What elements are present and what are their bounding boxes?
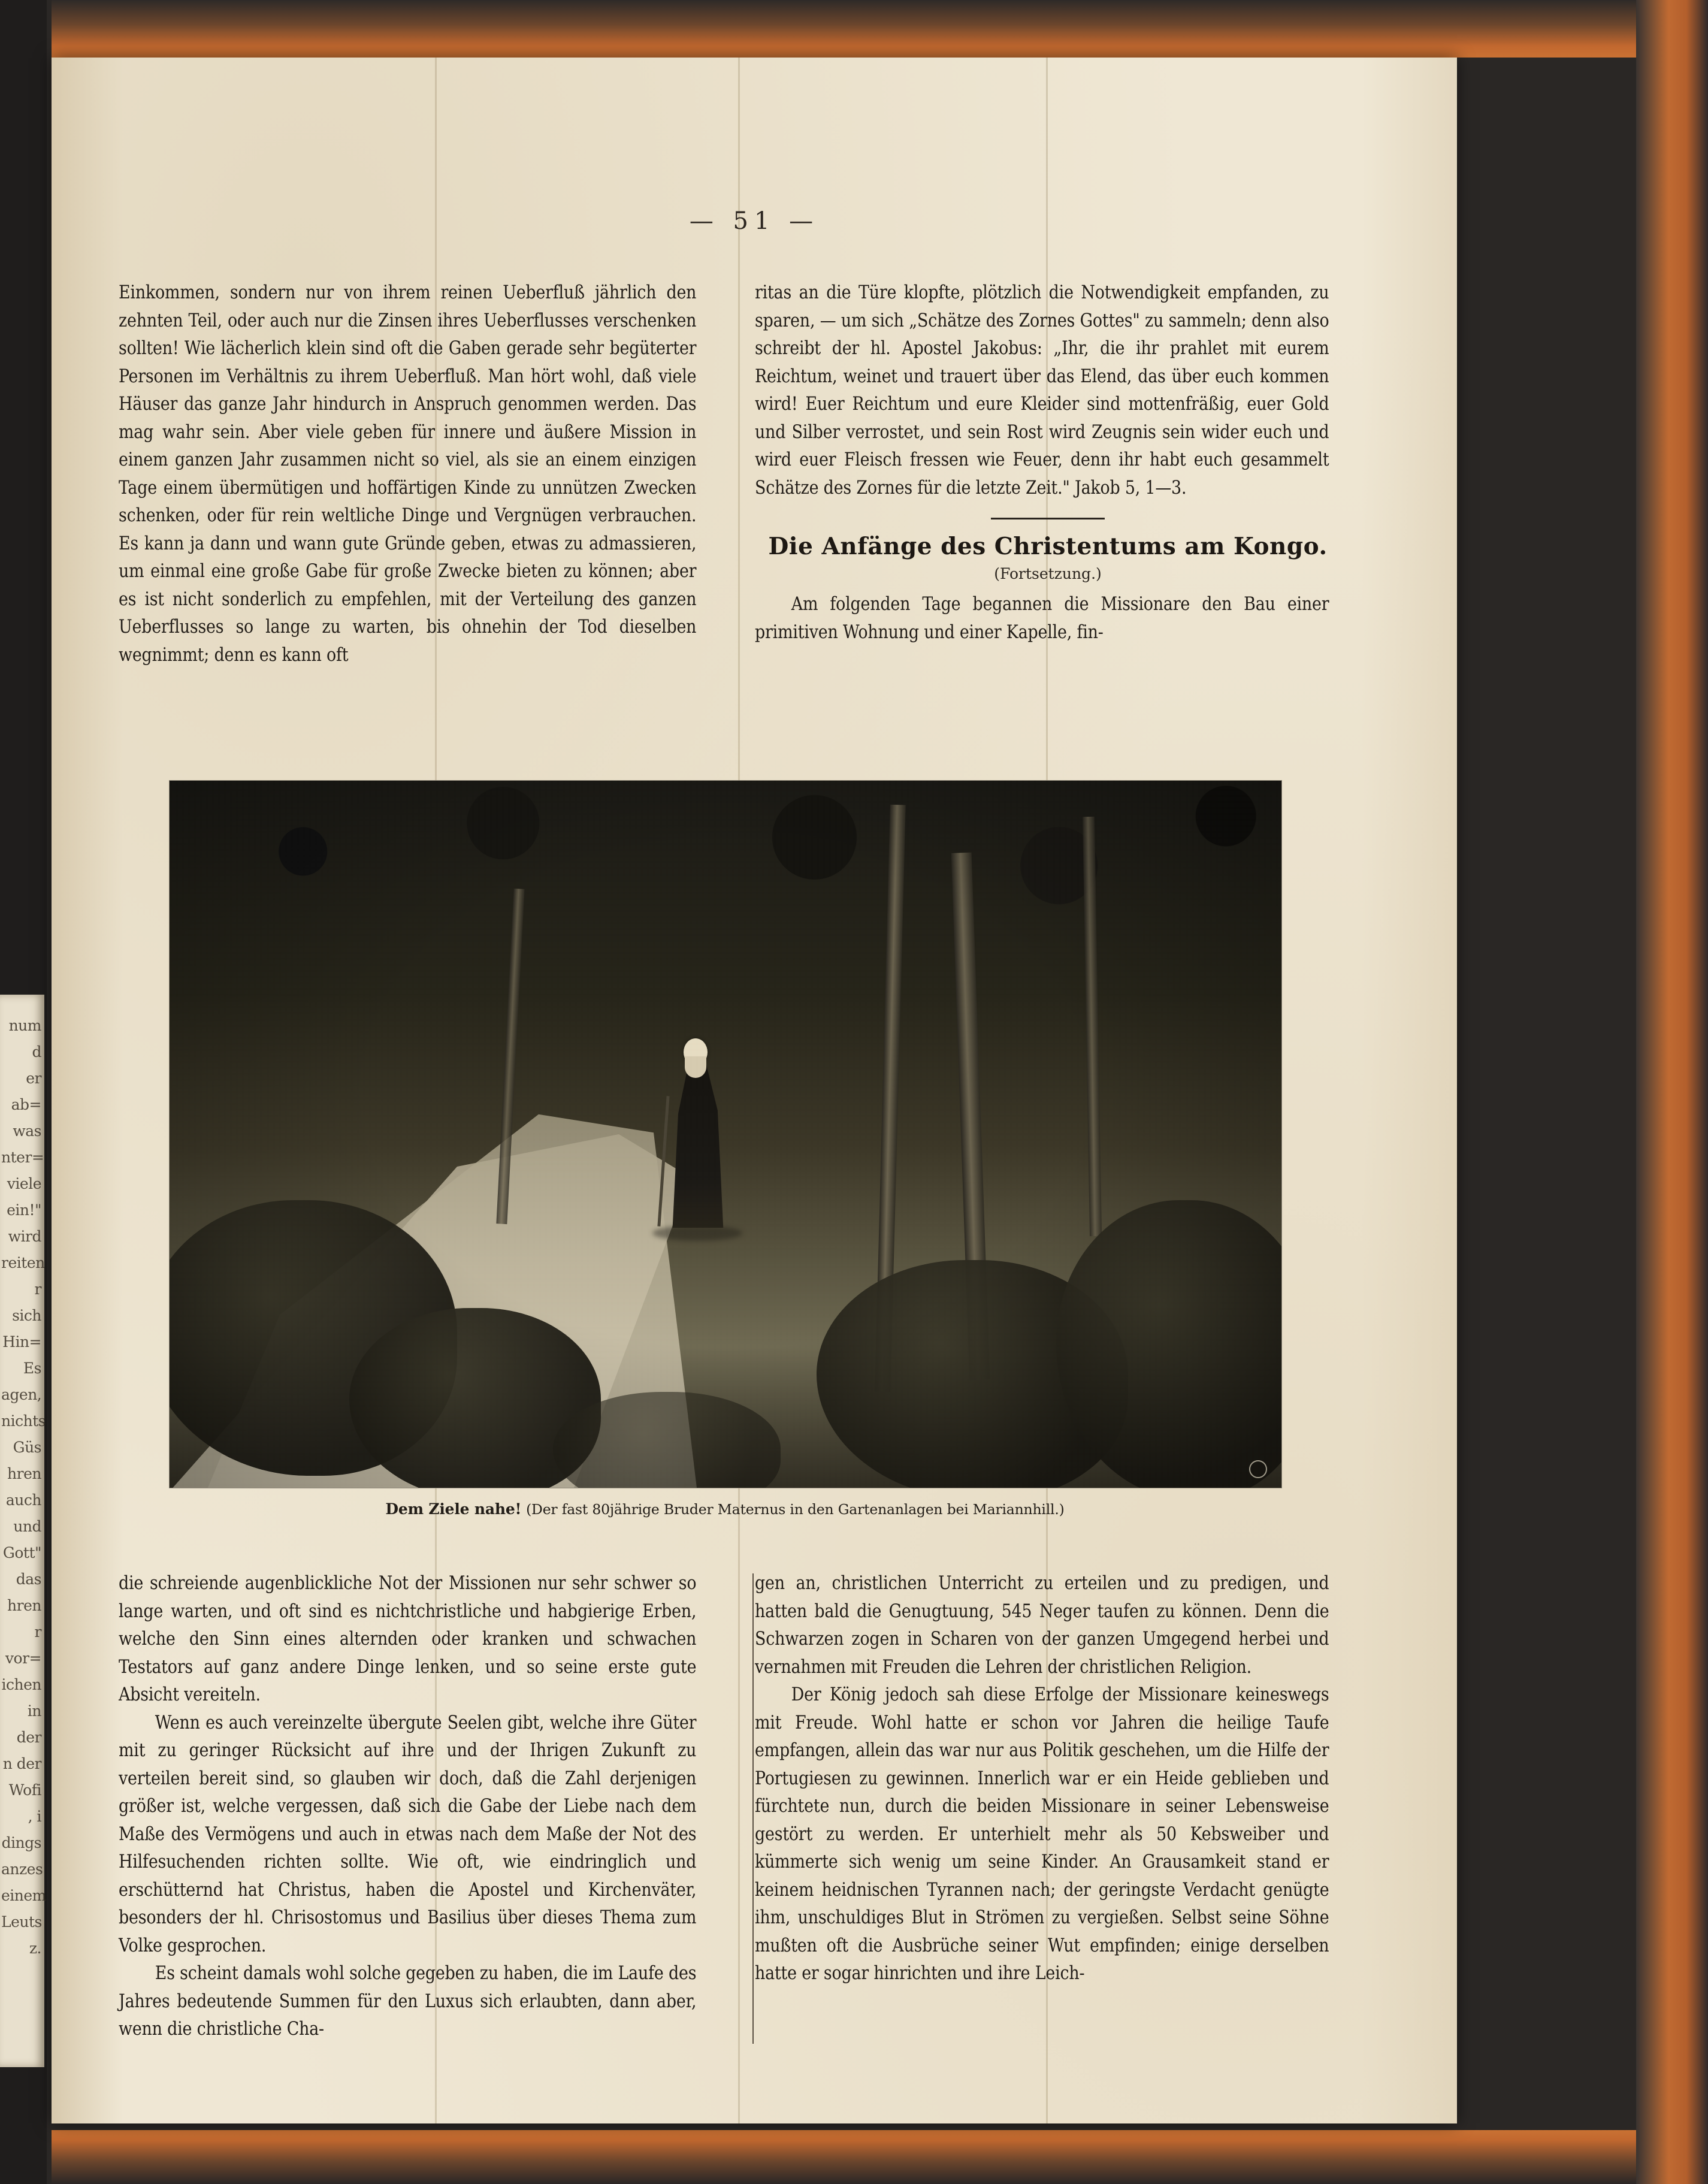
- sliver-line: ein!": [7, 1201, 41, 1219]
- sliver-line: n der: [2, 1755, 41, 1772]
- paragraph-text: Der König jedoch sah diese Erfolge der Missionare keineswegs mit Freude. Wohl hatte er schon vor Jahren die heilige Taufe empfangen, allein das war nur aus Politik geschehen, um die Hilfe der Portugiesen zu gewinnen. Innerlich war er ein Heide geblieben und fürchtete nun, durch die beiden Missionare in seiner Lebensweise gestört zu werden. Er unterhielt mehr als 50 Kebsweiber und kümmerte sich wenig um seine Kinder. An Grausamkeit stand er keinem heidnischen Tyrannen nach; der geringste Verdacht genügte ihm, unschuldiges Blut in Strömen zu vergießen. Selbst seine Söhne mußten oft die Ausbrüche seiner Wut empfinden; einige derselben hatte er sogar hinrichten und ihre Leich-: [755, 1684, 1329, 1984]
- magazine-page: [52, 58, 1457, 2123]
- paragraph: gen an, christlichen Unterricht zu erteilen und zu predigen, und hatten bald die Genugtuung, 545 Neger taufen zu können. Denn die Schwarzen zogen in Scharen von der ganzen Umgegend herbei und vernahmen mit Freuden die Lehren der christlichen Religion.: [755, 1573, 1329, 1678]
- book-cover-bottom-edge: [52, 2130, 1657, 2184]
- sliver-line: das: [16, 1570, 41, 1588]
- sliver-line: num: [8, 1017, 41, 1034]
- sliver-line: r sich: [12, 1280, 41, 1324]
- sliver-line: d: [32, 1043, 41, 1061]
- illustration-figure: [169, 780, 1281, 1518]
- upper-text-block: [119, 279, 1389, 669]
- paragraph: [755, 591, 1329, 647]
- sliver-line: anzes: [1, 1860, 43, 1878]
- figure-caption: [169, 1500, 1281, 1518]
- sliver-line: auch: [5, 1491, 41, 1509]
- column-top-left: [119, 279, 730, 669]
- paragraph-text: Am folgenden Tage begannen die Missionare den Bau einer primitiven Wohnung und einer Kapelle, fin-: [755, 594, 1329, 643]
- photograph-path-through-trees-with-friar: [169, 780, 1282, 1488]
- sliver-line: hren: [7, 1597, 41, 1614]
- sliver-line: dings: [1, 1834, 41, 1851]
- paragraph: [119, 1709, 696, 1961]
- book-cover-spine: [1636, 0, 1708, 2184]
- paragraph: [119, 1960, 696, 2044]
- sliver-line: nichts: [1, 1412, 46, 1430]
- sliver-line: ichen: [1, 1676, 41, 1693]
- sliver-line: r vor=: [5, 1623, 41, 1667]
- column-top-right: [730, 279, 1341, 669]
- sliver-line: einem: [1, 1887, 46, 1904]
- paragraph: [755, 1681, 1329, 1988]
- sliver-line: er: [26, 1070, 41, 1087]
- sliver-line: reiten: [1, 1254, 45, 1271]
- sliver-line: , i: [28, 1808, 41, 1825]
- paragraph: ritas an die Türe klopfte, plötzlich die Notwendigkeit empfanden, zu sparen, — um sich „Schätze des Zornes Gottes" zu sammeln; denn also schreibt der hl. Apostel Jakobus: „Ihr, die ihr prahlet mit eurem Reichtum, weinet und trauert über das Elend, das über euch kommen wird! Euer Reichtum und eure Kleider sind mottenfräßig, euer Gold und Silber verrostet, und sein Rost wird Zeugnis sein wider euch und wird euer Fleisch fressen wie Feuer, denn ihr habt euch gesammelt Schätze des Zornes für die letzte Zeit." Jakob 5, 1—3.: [755, 282, 1329, 499]
- figure-caption-detail: (Der fast 80jährige Bruder Maternus in den Gartenanlagen bei Mariannhill.): [526, 1501, 1065, 1518]
- article-subtitle: (Fortsetzung.): [994, 565, 1102, 582]
- section-divider: [991, 518, 1105, 519]
- column-bottom-left: [119, 1570, 730, 2044]
- sliver-line: Güs: [13, 1439, 41, 1456]
- sliver-line: viele: [7, 1175, 41, 1192]
- column-bottom-right: [730, 1570, 1341, 2044]
- plate-vignette: [170, 781, 1281, 1488]
- sliver-line: wird: [8, 1228, 41, 1245]
- sliver-line: nter=: [1, 1149, 44, 1166]
- sliver-line: ab=: [11, 1096, 41, 1113]
- sliver-line: agen,: [1, 1386, 42, 1403]
- page-number: — 51 —: [689, 207, 820, 235]
- paragraph: die schreiende augenblickliche Not der Missionen nur sehr schwer so lange warten, und oft sind es nichtchristliche und habgierige Erben, welche den Sinn eines alternden oder kranken und schwachen Testators auf ganz andere Dinge lenken, und so seine erste gute Absicht vereiteln.: [119, 1573, 697, 1705]
- sliver-line: z.: [29, 1940, 41, 1957]
- figure-caption-title: Dem Ziele nahe!: [385, 1500, 522, 1518]
- article-title: Die Anfänge des Christentums am Kongo.: [768, 533, 1328, 560]
- column-divider-rule: [752, 1573, 754, 2044]
- sliver-line: Hin=: [2, 1333, 41, 1351]
- sliver-line: und: [13, 1518, 41, 1535]
- sliver-line: hren: [7, 1465, 41, 1482]
- sliver-line: Gott": [2, 1544, 41, 1561]
- sliver-line: Wofi: [8, 1781, 41, 1799]
- sliver-line: Es: [23, 1360, 41, 1377]
- book-cover-top-edge: [52, 0, 1657, 58]
- photographer-mark: [1249, 1460, 1267, 1478]
- adjacent-page-text-fragments: [1, 1013, 46, 1962]
- sliver-line: was: [13, 1122, 41, 1140]
- sliver-line: Leuts: [1, 1913, 42, 1931]
- paragraph-text: Es scheint damals wohl solche gegeben zu haben, die im Laufe des Jahres bedeutende Summen für den Luxus sich erlaubten, dann aber, wenn die christliche Cha-: [119, 1963, 697, 2040]
- paragraph-text: Wenn es auch vereinzelte übergute Seelen gibt, welche ihre Güter mit zu geringer Rücksicht auf ihre und der Ihrigen Zukunft zu verteilen bereit sind, so glauben wir doch, daß die Zahl derjenigen größer ist, welche vergessen, daß sich die Gabe der Liebe nach dem Maße des Vermögens und auch in etwas nach dem Maße der Not des Hilfesuchenden richten sollte. Wie oft, wie eindringlich und erschütternd hat Christus, haben die Apostel und Kirchenväter, besonders der hl. Chrisostomus und Basilius über dieses Thema zum Volke gesprochen.: [119, 1712, 697, 1956]
- lower-text-block: [119, 1570, 1389, 2044]
- sliver-line: in der: [16, 1702, 41, 1746]
- paragraph: Einkommen, sondern nur von ihrem reinen Ueberfluß jährlich den zehnten Teil, oder auch nur die Zinsen ihres Ueberflusses verschenken sollten! Wie lächerlich klein sind oft die Gaben gerade sehr begüterter Personen im Verhältnis zu ihrem Ueberfluß. Man hört wohl, daß viele Häuser das ganze Jahr hindurch in Anspruch genommen werden. Das mag wahr sein. Aber viele geben für innere und äußere Mission in einem ganzen Jahr zusammen nicht so viel, als sie an einem einzigen Tage einem übermütigen und hoffärtigen Kinde zu unnützen Zwecken schenken, oder für rein weltliche Dinge und Vergnügen verbrauchen. Es kann ja dann und wann gute Gründe geben, etwas zu admassieren, um einmal eine große Gabe für große Zwecke bieten zu können; aber es ist nicht sonderlich zu empfehlen, mit der Verteilung des ganzen Ueberflusses so lange zu warten, bis ohnehin der Tod dieselben wegnimmt; denn es kann oft: [119, 282, 697, 666]
